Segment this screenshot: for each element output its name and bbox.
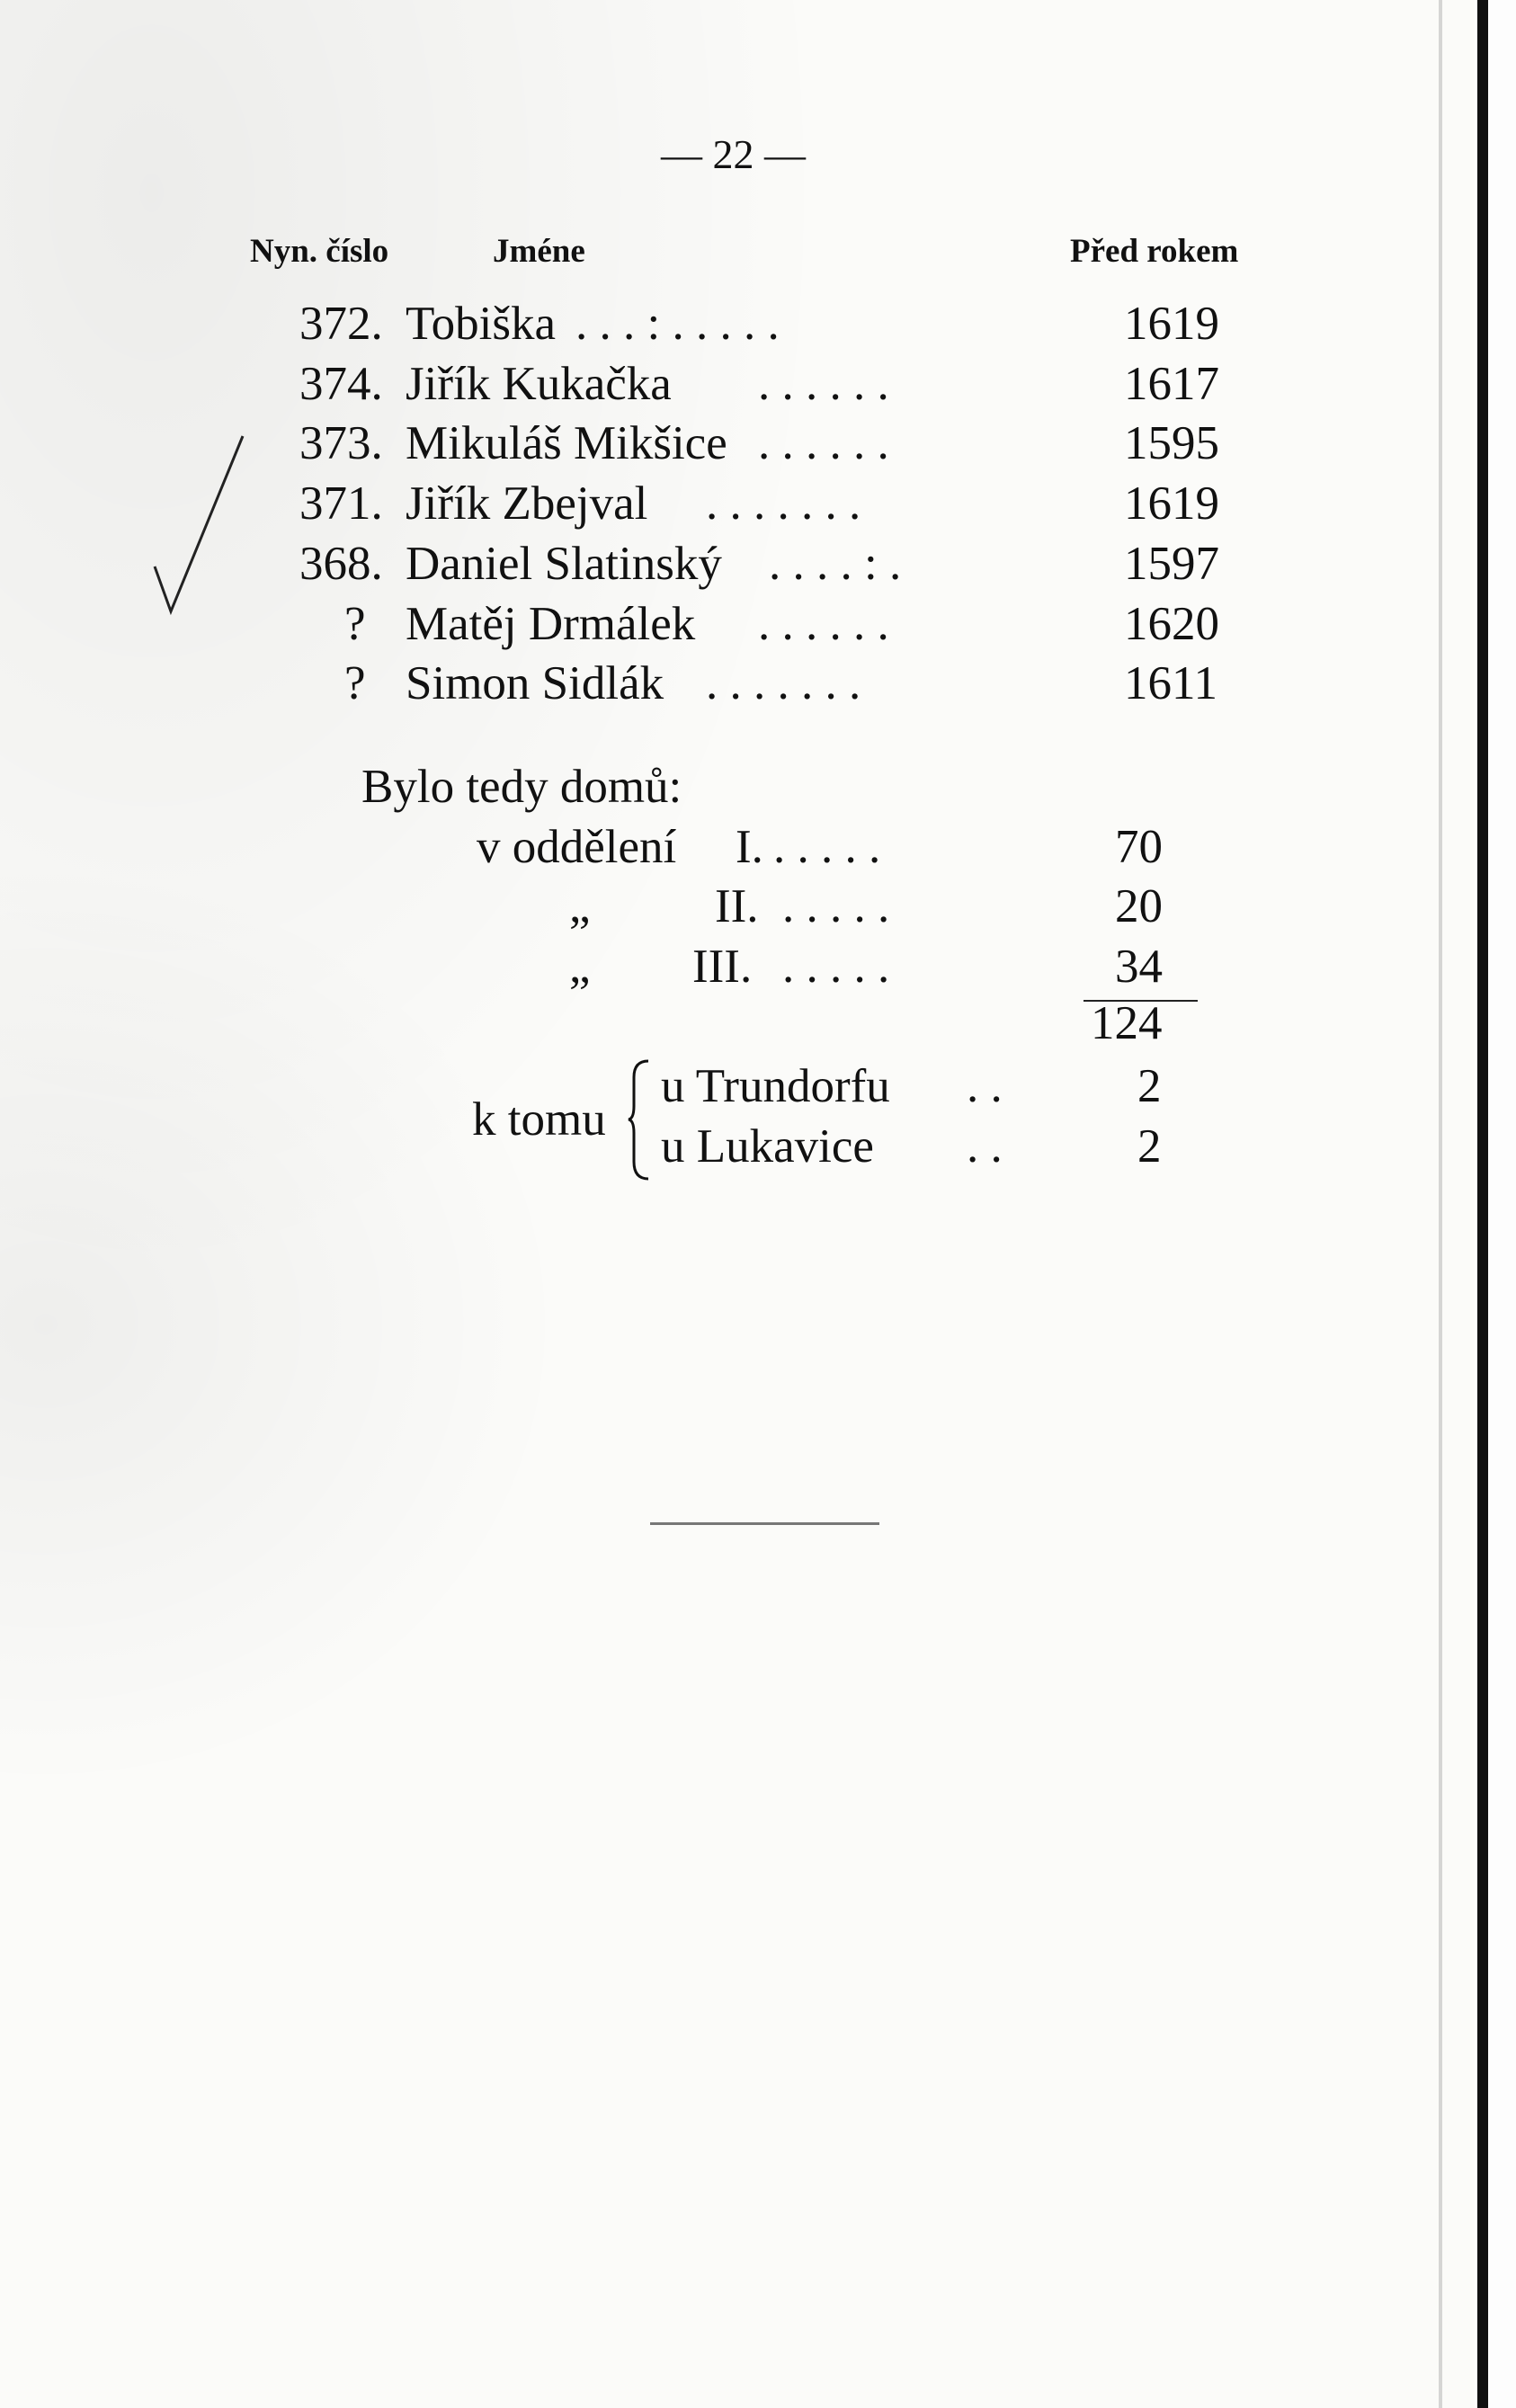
department-value: 20 (1115, 880, 1163, 932)
department-value: 34 (1115, 941, 1163, 993)
extra-value: 2 (1137, 1120, 1162, 1173)
row-leader-dots: . . . . . . . (706, 657, 861, 709)
row-leader-dots: . . . . . . (758, 598, 889, 650)
table-row (0, 357, 1349, 416)
department-prefix: v oddělení (477, 821, 677, 873)
header-number: Nyn. číslo (250, 233, 389, 270)
row-leader-dots: . . . . . . (758, 417, 889, 469)
table-row (0, 477, 1349, 536)
header-year: Před rokem (1070, 233, 1239, 270)
row-number: 373. (299, 417, 383, 469)
department-prefix: „ (569, 941, 591, 993)
extra-value: 2 (1137, 1060, 1162, 1112)
summary-title: Bylo tedy domů: (361, 761, 682, 813)
extra-name: u Trundorfu (661, 1060, 890, 1112)
department-numeral: III. (692, 941, 753, 993)
row-year: 1597 (1124, 538, 1219, 590)
department-leader-dots: . . . . . (782, 880, 890, 932)
header-name: Jméne (493, 233, 585, 270)
row-year: 1595 (1124, 417, 1219, 469)
row-name: Mikuláš Mikšice (406, 417, 727, 469)
department-numeral: I. (736, 821, 763, 873)
row-number: 374. (299, 358, 383, 410)
row-number: 372. (299, 298, 383, 350)
page-number: — 22 — (661, 131, 806, 177)
extra-leader-dots: . . (967, 1060, 1003, 1112)
row-number: 371. (299, 477, 383, 530)
row-name: Simon Sidlák (406, 657, 664, 709)
page-edge-shadow (1439, 0, 1442, 2408)
row-year: 1619 (1124, 298, 1219, 350)
extra-leader-dots: . . (967, 1120, 1003, 1173)
row-name: Matěj Drmálek (406, 598, 696, 650)
row-year: 1619 (1124, 477, 1219, 530)
row-name: Jiřík Kukačka (406, 358, 672, 410)
row-leader-dots: . . . . . . (758, 358, 889, 410)
brace-icon (627, 1059, 654, 1181)
department-numeral: II. (715, 880, 759, 932)
department-value: 70 (1115, 821, 1163, 873)
row-number: ? (344, 598, 366, 650)
table-row (0, 297, 1349, 356)
row-year: 1620 (1124, 598, 1219, 650)
end-divider (650, 1522, 879, 1525)
row-year: 1617 (1124, 358, 1219, 410)
row-year: 1611 (1124, 657, 1218, 709)
row-leader-dots: . . . . : . (769, 538, 902, 590)
row-name: Jiřík Zbejval (406, 477, 648, 530)
extra-label: k tomu (472, 1093, 606, 1146)
extra-name: u Lukavice (661, 1120, 874, 1173)
row-number: ? (344, 657, 366, 709)
row-name: Tobiška (406, 298, 557, 350)
table-row (0, 656, 1349, 716)
scan-edge-bar (1477, 0, 1488, 2408)
row-leader-dots: . . . : . . . . . (575, 298, 780, 350)
total-value: 124 (1091, 997, 1163, 1049)
table-row (0, 597, 1349, 656)
department-leader-dots: . . . . . (782, 941, 890, 993)
row-number: 368. (299, 538, 383, 590)
table-row (0, 416, 1349, 476)
department-leader-dots: . . . . . (773, 821, 881, 873)
table-row (0, 537, 1349, 596)
department-prefix: „ (569, 880, 591, 932)
row-leader-dots: . . . . . . . (706, 477, 861, 530)
row-name: Daniel Slatinský (406, 538, 722, 590)
